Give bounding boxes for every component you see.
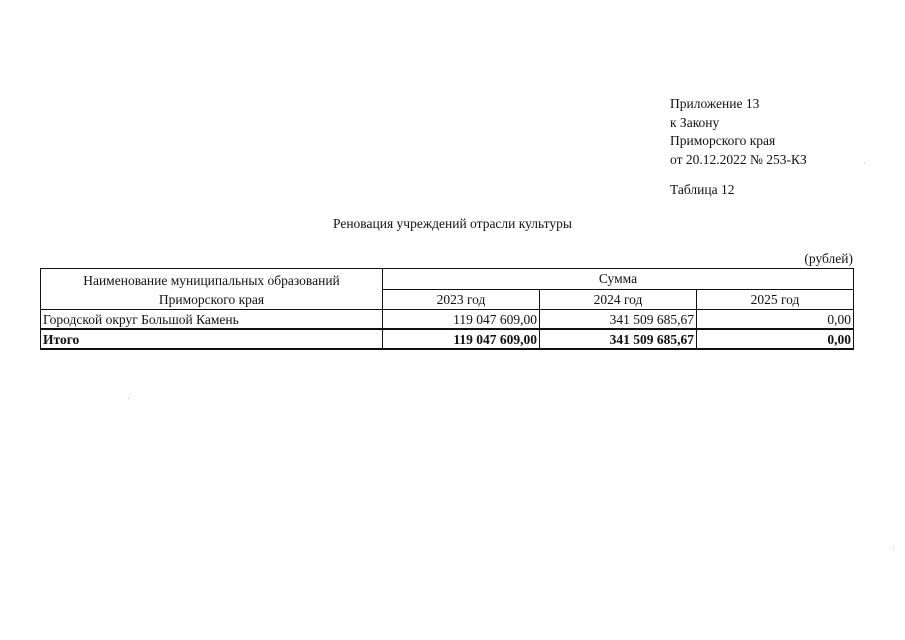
- column-header-name: [41, 269, 383, 310]
- document-title-text: Реновация учреждений отрасли культуры: [333, 216, 572, 231]
- column-header-sum: Сумма: [383, 269, 854, 290]
- scan-speck: [893, 547, 894, 548]
- table-number: Таблица 12: [670, 182, 735, 197]
- scan-speck: [864, 163, 865, 164]
- column-header-year-2025: 2025 год: [697, 289, 854, 310]
- appendix-line-3: Приморского края: [670, 133, 776, 148]
- column-header-name-line-1: Наименование муниципальных образований: [83, 273, 340, 288]
- table-row: [41, 310, 854, 330]
- appendix-line-1: Приложение 13: [670, 96, 760, 111]
- budget-table: [40, 268, 854, 350]
- total-value-2024: 341 509 685,67: [540, 329, 697, 349]
- total-label: Итого: [41, 329, 383, 349]
- appendix-line-2: к Закону: [670, 114, 720, 130]
- row-value-2023: 119 047 609,00: [383, 310, 540, 330]
- total-value-2025: 0,00: [697, 329, 854, 349]
- table-total-row: [41, 329, 854, 349]
- document-title: [0, 216, 905, 232]
- column-header-name-line-2: Приморского края: [158, 292, 265, 307]
- appendix-header: [670, 95, 807, 169]
- total-value-2023: 119 047 609,00: [383, 329, 540, 349]
- row-value-2024: 341 509 685,67: [540, 310, 697, 330]
- scan-speck: [128, 398, 129, 399]
- row-municipality-name: Городской округ Большой Камень: [41, 310, 383, 330]
- column-header-year-2024: 2024 год: [540, 289, 697, 310]
- column-header-year-2023: 2023 год: [383, 289, 540, 310]
- units-label: (рублей): [804, 251, 853, 266]
- row-value-2025: 0,00: [697, 310, 854, 330]
- table-header-row: [41, 269, 854, 290]
- appendix-line-4: от 20.12.2022 № 253-КЗ: [670, 151, 807, 167]
